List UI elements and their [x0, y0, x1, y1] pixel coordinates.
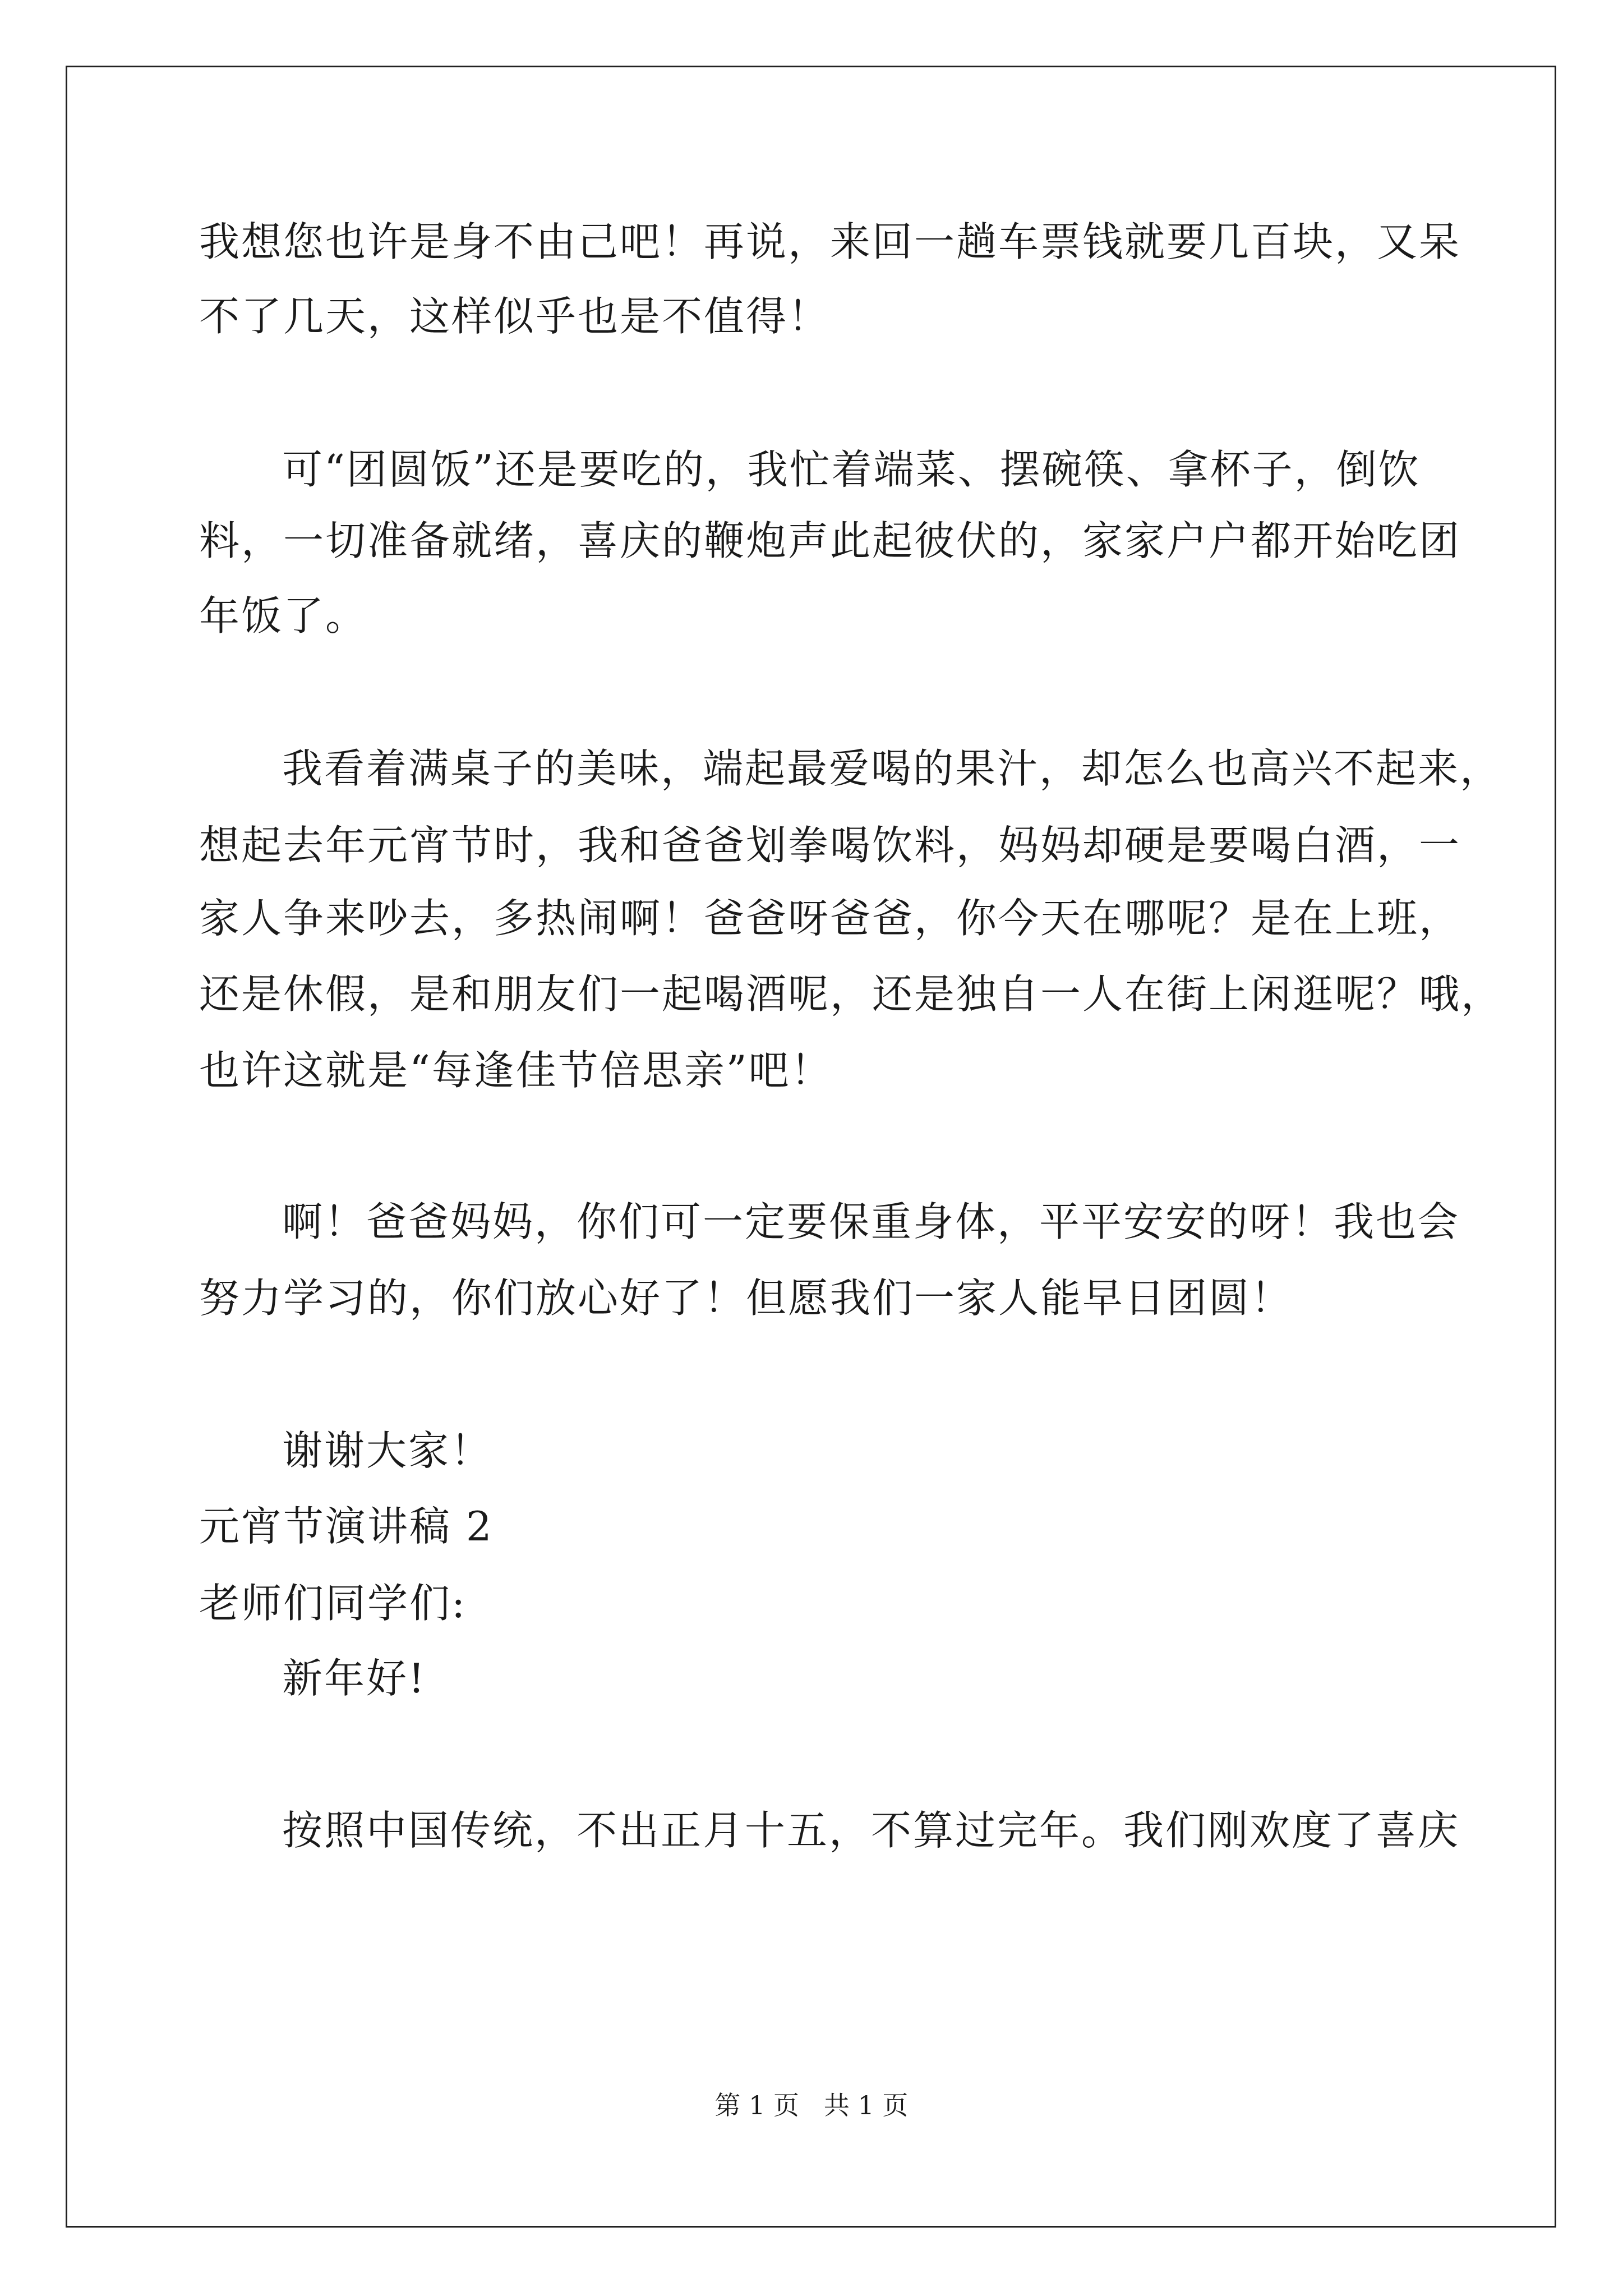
text-line: 年饭了。: [199, 592, 368, 639]
text-line: 我想您也许是身不由己吧！再说，来回一趟车票钱就要几百块，又呆: [199, 218, 1461, 265]
paragraph-line: 新年好!: [282, 1655, 426, 1702]
text-line: 还是休假，是和朋友们一起喝酒呢，还是独自一人在街上闲逛呢？哦，: [199, 970, 1504, 1018]
text-line: 想起去年元宵节时，我和爸爸划拳喝饮料，妈妈却硬是要喝白酒，一: [199, 822, 1461, 869]
paragraph-line: 按照中国传统，不出正月十五，不算过完年。我们刚欢度了喜庆: [282, 1807, 1460, 1854]
text-line: 也许这就是“每逢佳节倍思亲”吧！: [199, 1047, 833, 1094]
text-line: 不了几天，这样似乎也是不值得！: [199, 293, 831, 340]
page-border: [66, 66, 1556, 2228]
salutation: 老师们同学们:: [199, 1580, 467, 1627]
paragraph-line: 谢谢大家！: [282, 1427, 493, 1474]
paragraph-line: 我看着满桌子的美味，端起最爱喝的果汁，却怎么也高兴不起来，: [282, 745, 1502, 792]
text-line: 料，一切准备就绪，喜庆的鞭炮声此起彼伏的，家家户户都开始吃团: [199, 517, 1461, 564]
section-heading: 元宵节演讲稿 2: [199, 1503, 494, 1550]
text-line: 努力学习的，你们放心好了！但愿我们一家人能早日团圆！: [199, 1274, 1293, 1322]
text-line: 家人争来吵去，多热闹啊！爸爸呀爸爸，你今天在哪呢？是在上班，: [199, 895, 1461, 942]
paragraph-line: 啊！爸爸妈妈，你们可一定要保重身体，平平安安的呀！我也会: [282, 1198, 1460, 1245]
paragraph-line: 可“团圆饭”还是要吃的，我忙着端菜、摆碗筷、拿杯子，倒饮: [282, 446, 1421, 493]
page-footer: 第 1 页 共 1 页: [714, 2090, 909, 2120]
